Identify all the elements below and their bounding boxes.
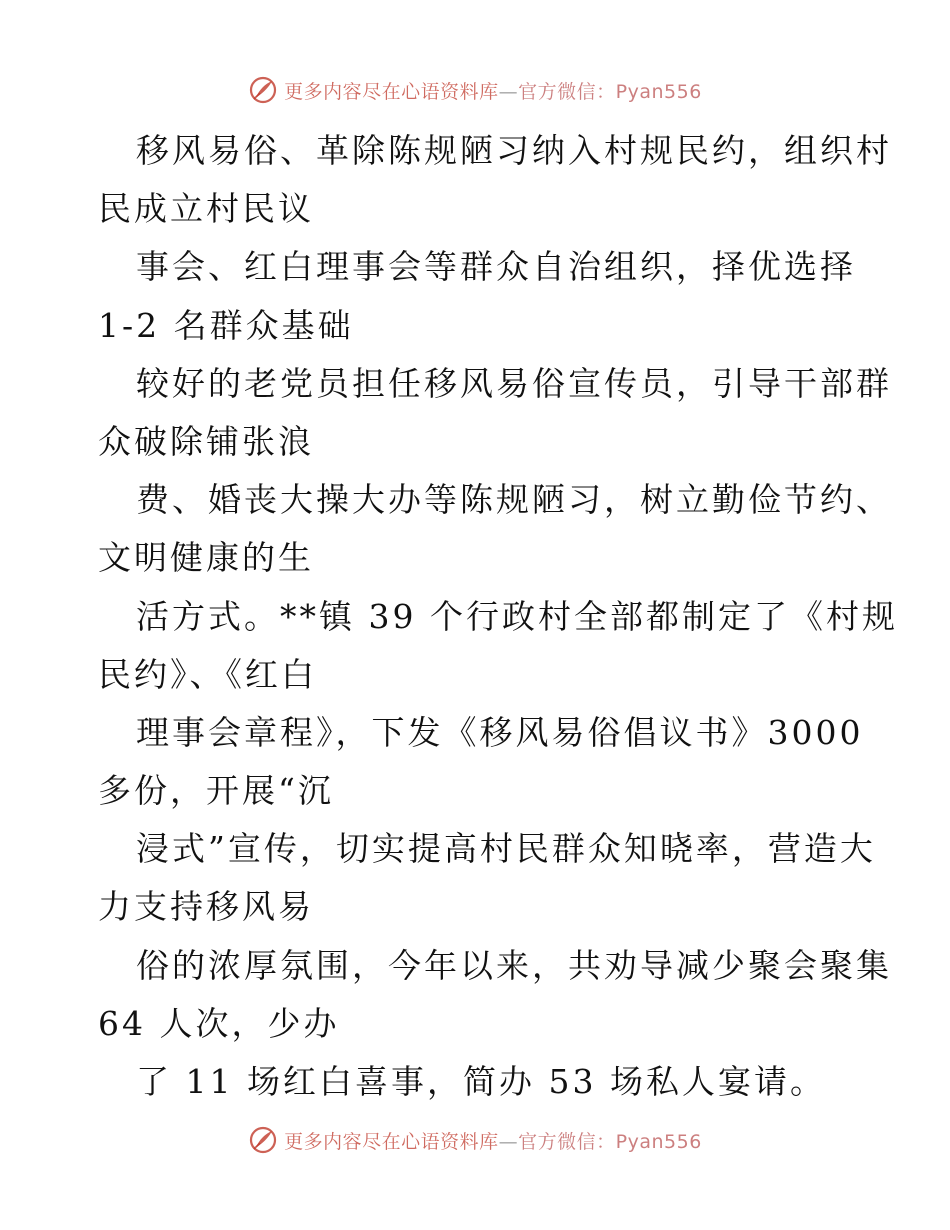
text-line: 众破除铺张浪 bbox=[98, 421, 314, 461]
text-line: 了 11 场红白喜事，简办 53 场私人宴请。 bbox=[136, 1062, 826, 1101]
text-line: 文明健康的生 bbox=[98, 538, 314, 578]
text-line: 浸式”宣传，切实提高村民群众知晓率，营造大 bbox=[136, 829, 876, 869]
text-line: 较好的老党员担任移风易俗宣传员，引导干部群 bbox=[136, 363, 892, 403]
text-line: 活方式。**镇 39 个行政村全部都制定了《村规 bbox=[136, 596, 898, 636]
text-line: 事会、红白理事会等群众自治组织，择优选择 bbox=[136, 247, 856, 287]
watermark-text: 更多内容尽在心语资料库—官方微信：Pyan556 bbox=[284, 1130, 702, 1153]
document-body bbox=[98, 122, 898, 1111]
feather-logo-icon bbox=[248, 1125, 278, 1155]
text-line: 力支持移风易 bbox=[98, 887, 314, 927]
footer-watermark bbox=[0, 1120, 950, 1160]
text-line: 民成立村民议 bbox=[98, 189, 314, 229]
text-line: 64 人次，少办 bbox=[98, 1003, 340, 1043]
text-line: 多份，开展“沉 bbox=[98, 771, 334, 811]
text-line: 俗的浓厚氛围，今年以来，共劝导减少聚会聚集 bbox=[136, 945, 892, 985]
text-line: 费、婚丧大操大办等陈规陋习，树立勤俭节约、 bbox=[136, 480, 892, 520]
text-line: 移风易俗、革除陈规陋习纳入村规民约，组织村 bbox=[136, 131, 892, 170]
text-line: 民约》、《红白 bbox=[98, 654, 317, 694]
text-line: 理事会章程》，下发《移风易俗倡议书》3000 bbox=[136, 712, 864, 752]
feather-logo-icon bbox=[248, 75, 278, 105]
watermark-text: 更多内容尽在心语资料库—官方微信：Pyan556 bbox=[284, 80, 702, 103]
text-line: 1-2 名群众基础 bbox=[98, 305, 354, 345]
header-watermark bbox=[0, 70, 950, 110]
